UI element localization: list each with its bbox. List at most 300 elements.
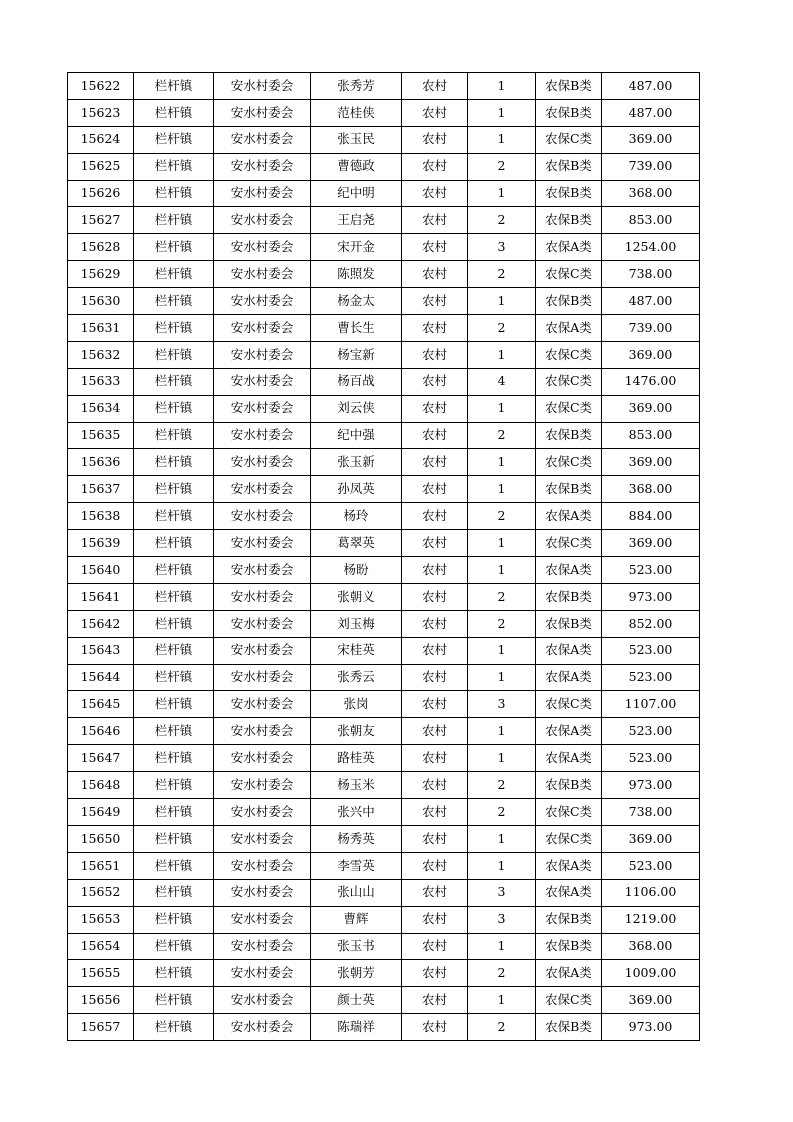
area-type-cell: 农村: [402, 153, 468, 180]
table-row: [68, 745, 700, 772]
record-id-cell: 15650: [68, 825, 134, 852]
village-committee-cell: 安水村委会: [214, 368, 311, 395]
record-id-cell: 15657: [68, 1014, 134, 1041]
village-committee-cell: 安水村委会: [214, 825, 311, 852]
name-cell: 杨玲: [311, 503, 402, 530]
name-cell: 张山山: [311, 879, 402, 906]
table-row: [68, 852, 700, 879]
town-cell: 栏杆镇: [134, 825, 214, 852]
town-cell: 栏杆镇: [134, 745, 214, 772]
household-size-cell: 1: [468, 745, 536, 772]
household-size-cell: 1: [468, 530, 536, 557]
insurance-category-cell: 农保B类: [536, 73, 602, 100]
village-committee-cell: 安水村委会: [214, 637, 311, 664]
name-cell: 王启尧: [311, 207, 402, 234]
insurance-category-cell: 农保A类: [536, 960, 602, 987]
village-committee-cell: 安水村委会: [214, 664, 311, 691]
area-type-cell: 农村: [402, 960, 468, 987]
household-size-cell: 2: [468, 422, 536, 449]
town-cell: 栏杆镇: [134, 852, 214, 879]
table-row: [68, 315, 700, 342]
name-cell: 李雪英: [311, 852, 402, 879]
village-committee-cell: 安水村委会: [214, 1014, 311, 1041]
record-id-cell: 15627: [68, 207, 134, 234]
amount-cell: 738.00: [602, 799, 700, 826]
amount-cell: 1107.00: [602, 691, 700, 718]
town-cell: 栏杆镇: [134, 422, 214, 449]
table-row: [68, 1014, 700, 1041]
insurance-category-cell: 农保B类: [536, 906, 602, 933]
household-size-cell: 1: [468, 987, 536, 1014]
area-type-cell: 农村: [402, 180, 468, 207]
record-id-cell: 15624: [68, 126, 134, 153]
household-size-cell: 1: [468, 718, 536, 745]
town-cell: 栏杆镇: [134, 234, 214, 261]
table-row: [68, 422, 700, 449]
record-id-cell: 15622: [68, 73, 134, 100]
insurance-category-cell: 农保C类: [536, 395, 602, 422]
table-row: [68, 557, 700, 584]
town-cell: 栏杆镇: [134, 180, 214, 207]
household-size-cell: 1: [468, 557, 536, 584]
record-id-cell: 15641: [68, 583, 134, 610]
table-row: [68, 207, 700, 234]
table-row: [68, 691, 700, 718]
record-id-cell: 15649: [68, 799, 134, 826]
area-type-cell: 农村: [402, 933, 468, 960]
insurance-category-cell: 农保B类: [536, 180, 602, 207]
table-row: [68, 234, 700, 261]
household-size-cell: 1: [468, 395, 536, 422]
amount-cell: 369.00: [602, 395, 700, 422]
village-committee-cell: 安水村委会: [214, 852, 311, 879]
name-cell: 杨盼: [311, 557, 402, 584]
town-cell: 栏杆镇: [134, 99, 214, 126]
name-cell: 张朝友: [311, 718, 402, 745]
amount-cell: 853.00: [602, 207, 700, 234]
insurance-category-cell: 农保B类: [536, 933, 602, 960]
household-size-cell: 1: [468, 180, 536, 207]
village-committee-cell: 安水村委会: [214, 610, 311, 637]
record-id-cell: 15640: [68, 557, 134, 584]
area-type-cell: 农村: [402, 664, 468, 691]
table-row: [68, 99, 700, 126]
name-cell: 张秀云: [311, 664, 402, 691]
household-size-cell: 1: [468, 126, 536, 153]
amount-cell: 884.00: [602, 503, 700, 530]
table-row: [68, 530, 700, 557]
record-id-cell: 15633: [68, 368, 134, 395]
town-cell: 栏杆镇: [134, 126, 214, 153]
amount-cell: 523.00: [602, 745, 700, 772]
table-row: [68, 664, 700, 691]
village-committee-cell: 安水村委会: [214, 745, 311, 772]
table-row: [68, 879, 700, 906]
name-cell: 张朝义: [311, 583, 402, 610]
amount-cell: 852.00: [602, 610, 700, 637]
village-committee-cell: 安水村委会: [214, 772, 311, 799]
insurance-category-cell: 农保B类: [536, 153, 602, 180]
table-row: [68, 288, 700, 315]
household-size-cell: 3: [468, 906, 536, 933]
insurance-category-cell: 农保B类: [536, 207, 602, 234]
household-size-cell: 2: [468, 207, 536, 234]
data-table: [67, 72, 700, 1041]
town-cell: 栏杆镇: [134, 261, 214, 288]
name-cell: 杨百战: [311, 368, 402, 395]
table-row: [68, 960, 700, 987]
name-cell: 陈瑞祥: [311, 1014, 402, 1041]
village-committee-cell: 安水村委会: [214, 530, 311, 557]
area-type-cell: 农村: [402, 583, 468, 610]
town-cell: 栏杆镇: [134, 341, 214, 368]
area-type-cell: 农村: [402, 261, 468, 288]
record-id-cell: 15643: [68, 637, 134, 664]
household-size-cell: 2: [468, 772, 536, 799]
name-cell: 张岗: [311, 691, 402, 718]
table-row: [68, 610, 700, 637]
insurance-category-cell: 农保B类: [536, 288, 602, 315]
record-id-cell: 15629: [68, 261, 134, 288]
town-cell: 栏杆镇: [134, 799, 214, 826]
area-type-cell: 农村: [402, 503, 468, 530]
name-cell: 曹辉: [311, 906, 402, 933]
name-cell: 张玉民: [311, 126, 402, 153]
table-row: [68, 126, 700, 153]
town-cell: 栏杆镇: [134, 449, 214, 476]
household-size-cell: 1: [468, 852, 536, 879]
household-size-cell: 1: [468, 341, 536, 368]
household-size-cell: 2: [468, 960, 536, 987]
town-cell: 栏杆镇: [134, 933, 214, 960]
town-cell: 栏杆镇: [134, 476, 214, 503]
table-row: [68, 987, 700, 1014]
household-size-cell: 3: [468, 879, 536, 906]
town-cell: 栏杆镇: [134, 153, 214, 180]
town-cell: 栏杆镇: [134, 691, 214, 718]
household-size-cell: 1: [468, 99, 536, 126]
area-type-cell: 农村: [402, 288, 468, 315]
area-type-cell: 农村: [402, 126, 468, 153]
name-cell: 颜士英: [311, 987, 402, 1014]
name-cell: 纪中强: [311, 422, 402, 449]
town-cell: 栏杆镇: [134, 987, 214, 1014]
household-size-cell: 2: [468, 503, 536, 530]
amount-cell: 1009.00: [602, 960, 700, 987]
insurance-category-cell: 农保C类: [536, 691, 602, 718]
amount-cell: 739.00: [602, 315, 700, 342]
amount-cell: 369.00: [602, 341, 700, 368]
town-cell: 栏杆镇: [134, 395, 214, 422]
amount-cell: 739.00: [602, 153, 700, 180]
amount-cell: 973.00: [602, 583, 700, 610]
amount-cell: 487.00: [602, 99, 700, 126]
record-id-cell: 15655: [68, 960, 134, 987]
amount-cell: 1106.00: [602, 879, 700, 906]
area-type-cell: 农村: [402, 395, 468, 422]
insurance-category-cell: 农保C类: [536, 261, 602, 288]
insurance-category-cell: 农保A类: [536, 637, 602, 664]
town-cell: 栏杆镇: [134, 960, 214, 987]
insurance-category-cell: 农保A类: [536, 234, 602, 261]
town-cell: 栏杆镇: [134, 610, 214, 637]
village-committee-cell: 安水村委会: [214, 906, 311, 933]
household-size-cell: 2: [468, 261, 536, 288]
record-id-cell: 15634: [68, 395, 134, 422]
record-id-cell: 15656: [68, 987, 134, 1014]
insurance-category-cell: 农保B类: [536, 772, 602, 799]
insurance-category-cell: 农保C类: [536, 368, 602, 395]
table-row: [68, 637, 700, 664]
amount-cell: 973.00: [602, 1014, 700, 1041]
insurance-category-cell: 农保A类: [536, 664, 602, 691]
table-row: [68, 583, 700, 610]
town-cell: 栏杆镇: [134, 288, 214, 315]
village-committee-cell: 安水村委会: [214, 422, 311, 449]
amount-cell: 369.00: [602, 987, 700, 1014]
village-committee-cell: 安水村委会: [214, 476, 311, 503]
household-size-cell: 1: [468, 825, 536, 852]
table-row: [68, 449, 700, 476]
amount-cell: 487.00: [602, 73, 700, 100]
town-cell: 栏杆镇: [134, 583, 214, 610]
amount-cell: 369.00: [602, 825, 700, 852]
village-committee-cell: 安水村委会: [214, 180, 311, 207]
area-type-cell: 农村: [402, 799, 468, 826]
area-type-cell: 农村: [402, 476, 468, 503]
name-cell: 杨玉米: [311, 772, 402, 799]
town-cell: 栏杆镇: [134, 1014, 214, 1041]
document-page: [67, 72, 699, 1041]
village-committee-cell: 安水村委会: [214, 691, 311, 718]
insurance-category-cell: 农保C类: [536, 799, 602, 826]
household-size-cell: 3: [468, 234, 536, 261]
insurance-category-cell: 农保C类: [536, 530, 602, 557]
village-committee-cell: 安水村委会: [214, 99, 311, 126]
area-type-cell: 农村: [402, 1014, 468, 1041]
table-row: [68, 341, 700, 368]
area-type-cell: 农村: [402, 207, 468, 234]
record-id-cell: 15625: [68, 153, 134, 180]
amount-cell: 487.00: [602, 288, 700, 315]
record-id-cell: 15623: [68, 99, 134, 126]
town-cell: 栏杆镇: [134, 557, 214, 584]
amount-cell: 523.00: [602, 718, 700, 745]
village-committee-cell: 安水村委会: [214, 960, 311, 987]
town-cell: 栏杆镇: [134, 368, 214, 395]
table-row: [68, 933, 700, 960]
table-row: [68, 772, 700, 799]
village-committee-cell: 安水村委会: [214, 341, 311, 368]
record-id-cell: 15648: [68, 772, 134, 799]
village-committee-cell: 安水村委会: [214, 73, 311, 100]
household-size-cell: 1: [468, 449, 536, 476]
insurance-category-cell: 农保B类: [536, 422, 602, 449]
insurance-category-cell: 农保B类: [536, 476, 602, 503]
household-size-cell: 2: [468, 1014, 536, 1041]
insurance-category-cell: 农保C类: [536, 449, 602, 476]
area-type-cell: 农村: [402, 906, 468, 933]
town-cell: 栏杆镇: [134, 664, 214, 691]
household-size-cell: 2: [468, 799, 536, 826]
name-cell: 杨秀英: [311, 825, 402, 852]
village-committee-cell: 安水村委会: [214, 583, 311, 610]
village-committee-cell: 安水村委会: [214, 288, 311, 315]
area-type-cell: 农村: [402, 368, 468, 395]
record-id-cell: 15651: [68, 852, 134, 879]
name-cell: 曹长生: [311, 315, 402, 342]
village-committee-cell: 安水村委会: [214, 879, 311, 906]
area-type-cell: 农村: [402, 341, 468, 368]
household-size-cell: 3: [468, 691, 536, 718]
record-id-cell: 15639: [68, 530, 134, 557]
town-cell: 栏杆镇: [134, 530, 214, 557]
amount-cell: 523.00: [602, 664, 700, 691]
area-type-cell: 农村: [402, 530, 468, 557]
record-id-cell: 15632: [68, 341, 134, 368]
household-size-cell: 1: [468, 288, 536, 315]
area-type-cell: 农村: [402, 422, 468, 449]
table-row: [68, 368, 700, 395]
village-committee-cell: 安水村委会: [214, 718, 311, 745]
area-type-cell: 农村: [402, 691, 468, 718]
household-size-cell: 1: [468, 933, 536, 960]
table-row: [68, 261, 700, 288]
amount-cell: 738.00: [602, 261, 700, 288]
village-committee-cell: 安水村委会: [214, 557, 311, 584]
record-id-cell: 15654: [68, 933, 134, 960]
record-id-cell: 15652: [68, 879, 134, 906]
area-type-cell: 农村: [402, 718, 468, 745]
household-size-cell: 4: [468, 368, 536, 395]
household-size-cell: 1: [468, 664, 536, 691]
insurance-category-cell: 农保A类: [536, 745, 602, 772]
name-cell: 杨金太: [311, 288, 402, 315]
insurance-category-cell: 农保C类: [536, 126, 602, 153]
town-cell: 栏杆镇: [134, 503, 214, 530]
insurance-category-cell: 农保B类: [536, 1014, 602, 1041]
household-size-cell: 2: [468, 583, 536, 610]
insurance-category-cell: 农保A类: [536, 503, 602, 530]
town-cell: 栏杆镇: [134, 772, 214, 799]
insurance-category-cell: 农保A类: [536, 557, 602, 584]
record-id-cell: 15635: [68, 422, 134, 449]
amount-cell: 523.00: [602, 852, 700, 879]
area-type-cell: 农村: [402, 557, 468, 584]
name-cell: 张朝芳: [311, 960, 402, 987]
area-type-cell: 农村: [402, 73, 468, 100]
amount-cell: 1476.00: [602, 368, 700, 395]
record-id-cell: 15636: [68, 449, 134, 476]
insurance-category-cell: 农保A类: [536, 879, 602, 906]
insurance-category-cell: 农保C类: [536, 341, 602, 368]
name-cell: 曹德政: [311, 153, 402, 180]
household-size-cell: 2: [468, 153, 536, 180]
town-cell: 栏杆镇: [134, 73, 214, 100]
table-row: [68, 825, 700, 852]
town-cell: 栏杆镇: [134, 906, 214, 933]
town-cell: 栏杆镇: [134, 879, 214, 906]
area-type-cell: 农村: [402, 879, 468, 906]
name-cell: 陈照发: [311, 261, 402, 288]
name-cell: 路桂英: [311, 745, 402, 772]
household-size-cell: 1: [468, 73, 536, 100]
record-id-cell: 15646: [68, 718, 134, 745]
amount-cell: 523.00: [602, 637, 700, 664]
area-type-cell: 农村: [402, 234, 468, 261]
name-cell: 孙凤英: [311, 476, 402, 503]
name-cell: 张玉书: [311, 933, 402, 960]
village-committee-cell: 安水村委会: [214, 126, 311, 153]
record-id-cell: 15628: [68, 234, 134, 261]
area-type-cell: 农村: [402, 852, 468, 879]
area-type-cell: 农村: [402, 745, 468, 772]
amount-cell: 368.00: [602, 476, 700, 503]
name-cell: 张玉新: [311, 449, 402, 476]
name-cell: 宋开金: [311, 234, 402, 261]
area-type-cell: 农村: [402, 987, 468, 1014]
amount-cell: 853.00: [602, 422, 700, 449]
table-body: [68, 73, 700, 1041]
name-cell: 张兴中: [311, 799, 402, 826]
town-cell: 栏杆镇: [134, 637, 214, 664]
village-committee-cell: 安水村委会: [214, 799, 311, 826]
record-id-cell: 15626: [68, 180, 134, 207]
table-row: [68, 503, 700, 530]
name-cell: 宋桂英: [311, 637, 402, 664]
household-size-cell: 2: [468, 315, 536, 342]
amount-cell: 1219.00: [602, 906, 700, 933]
insurance-category-cell: 农保A类: [536, 718, 602, 745]
record-id-cell: 15637: [68, 476, 134, 503]
name-cell: 葛翠英: [311, 530, 402, 557]
area-type-cell: 农村: [402, 825, 468, 852]
table-row: [68, 476, 700, 503]
town-cell: 栏杆镇: [134, 207, 214, 234]
table-row: [68, 799, 700, 826]
household-size-cell: 2: [468, 610, 536, 637]
village-committee-cell: 安水村委会: [214, 503, 311, 530]
table-row: [68, 73, 700, 100]
amount-cell: 523.00: [602, 557, 700, 584]
insurance-category-cell: 农保B类: [536, 99, 602, 126]
insurance-category-cell: 农保A类: [536, 852, 602, 879]
area-type-cell: 农村: [402, 772, 468, 799]
record-id-cell: 15630: [68, 288, 134, 315]
amount-cell: 368.00: [602, 933, 700, 960]
record-id-cell: 15653: [68, 906, 134, 933]
table-row: [68, 395, 700, 422]
village-committee-cell: 安水村委会: [214, 395, 311, 422]
record-id-cell: 15645: [68, 691, 134, 718]
household-size-cell: 1: [468, 637, 536, 664]
record-id-cell: 15631: [68, 315, 134, 342]
amount-cell: 369.00: [602, 530, 700, 557]
amount-cell: 369.00: [602, 126, 700, 153]
name-cell: 范桂侠: [311, 99, 402, 126]
insurance-category-cell: 农保B类: [536, 610, 602, 637]
table-row: [68, 906, 700, 933]
table-row: [68, 180, 700, 207]
town-cell: 栏杆镇: [134, 718, 214, 745]
insurance-category-cell: 农保C类: [536, 987, 602, 1014]
village-committee-cell: 安水村委会: [214, 449, 311, 476]
area-type-cell: 农村: [402, 315, 468, 342]
amount-cell: 368.00: [602, 180, 700, 207]
insurance-category-cell: 农保B类: [536, 583, 602, 610]
area-type-cell: 农村: [402, 637, 468, 664]
table-row: [68, 153, 700, 180]
